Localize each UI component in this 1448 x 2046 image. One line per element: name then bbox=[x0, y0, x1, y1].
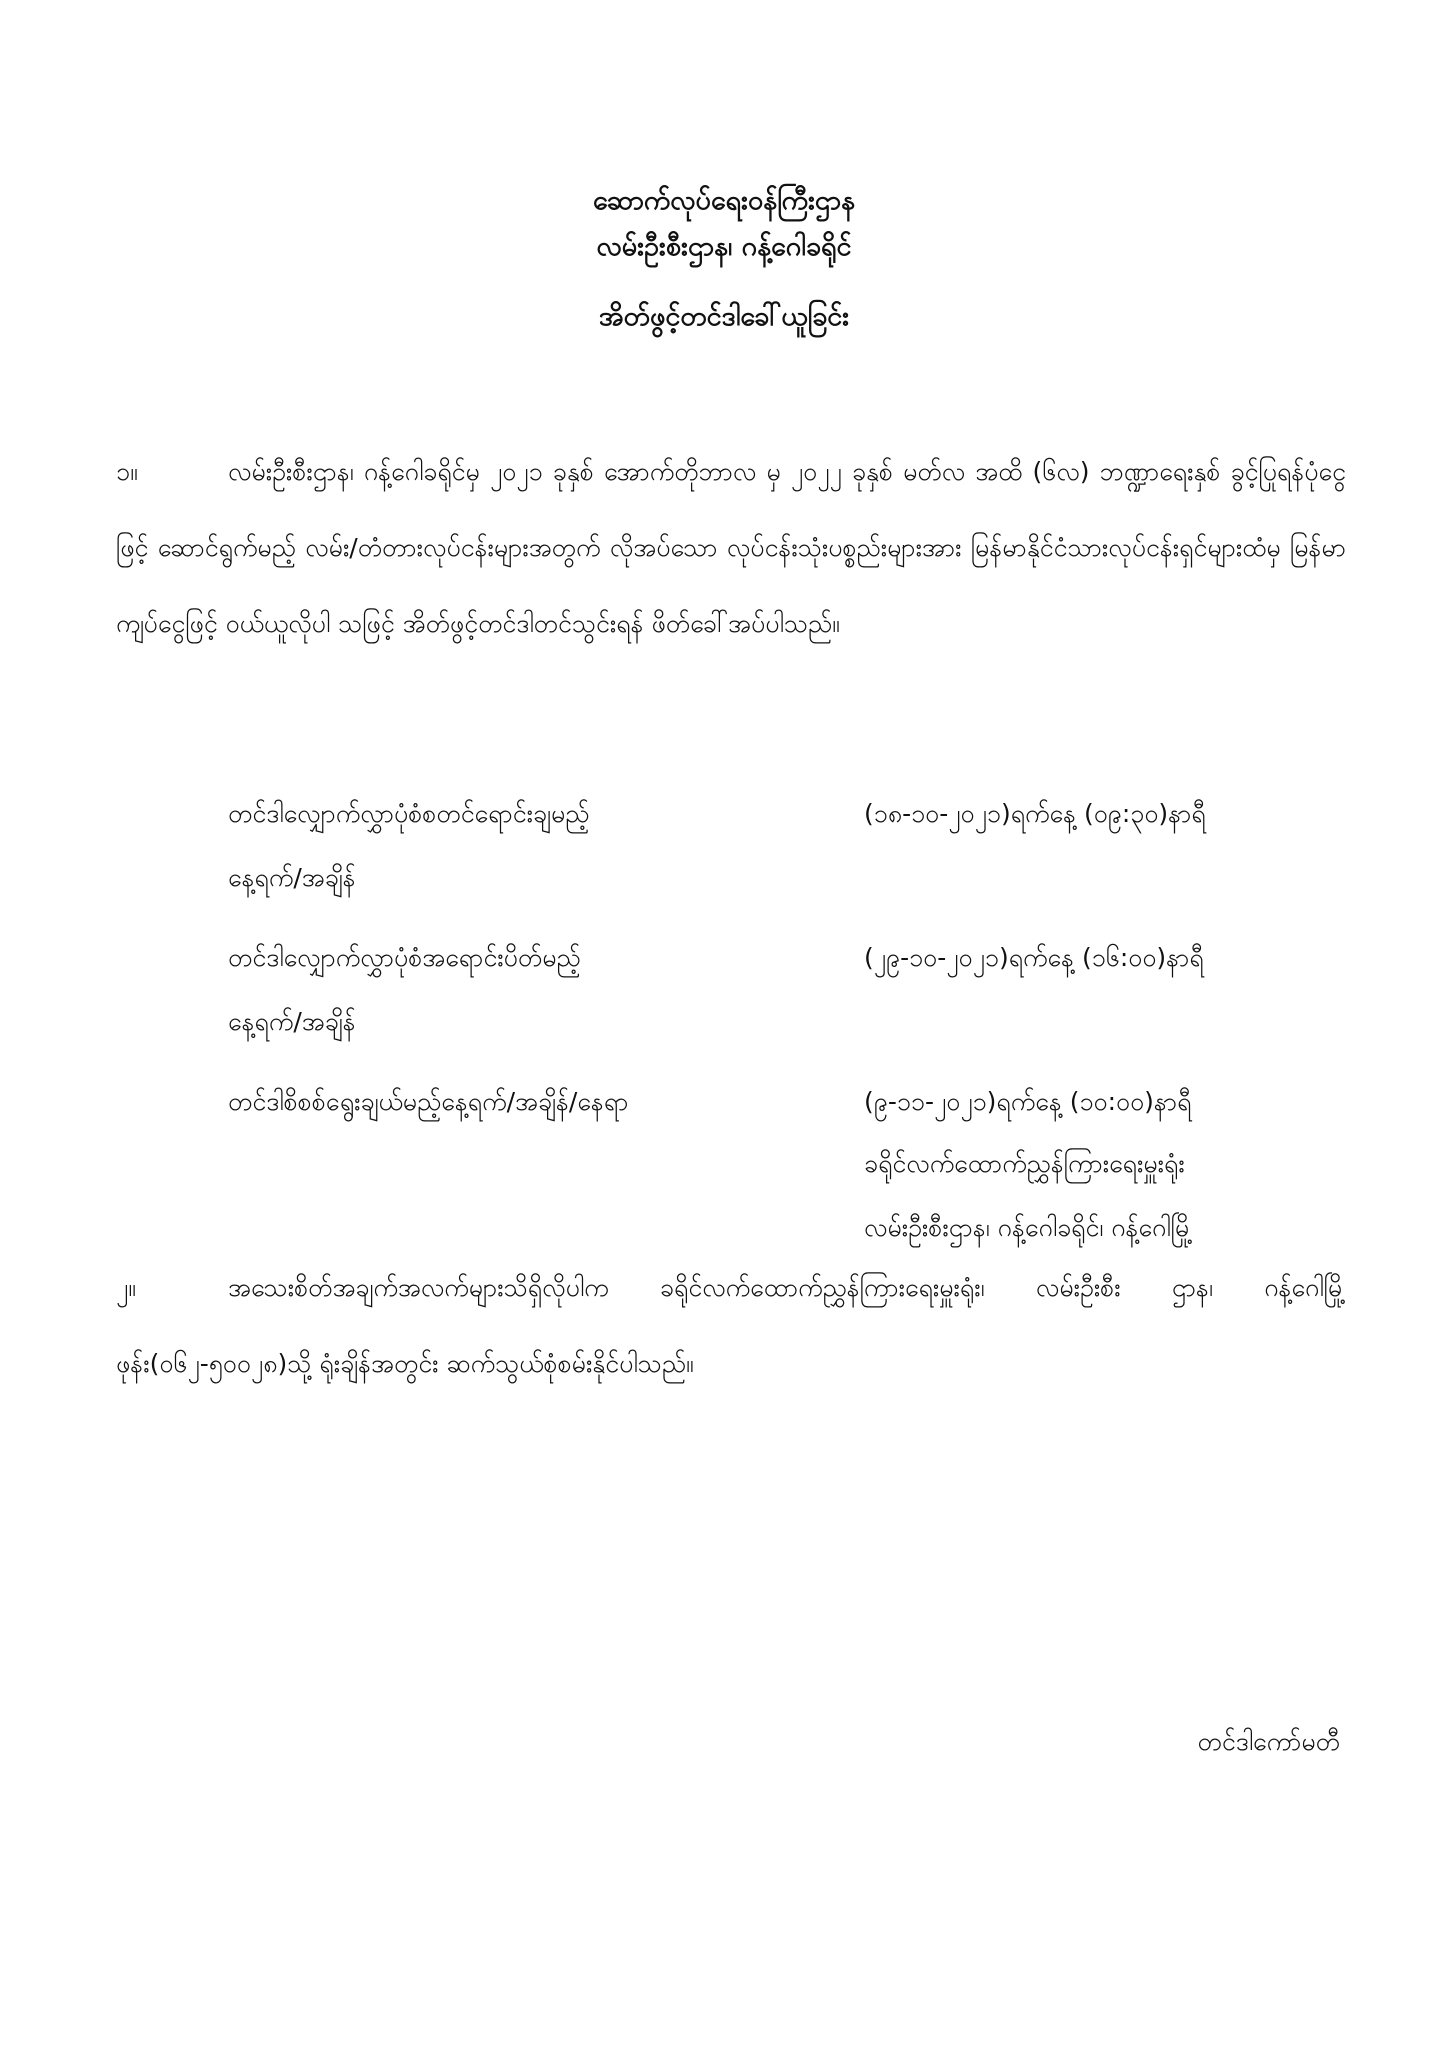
schedule-value: (၉-၁၁-၂၀၂၁)ရက်နေ့ (၁၀:၀၀)နာရီ bbox=[864, 1087, 1192, 1116]
schedule-value: (၁၈-၁၀-၂၀၂၁)ရက်နေ့ (၀၉:၃၀)နာရီ bbox=[864, 799, 1206, 828]
schedule-label-cont: နေ့ရက်/အချိန် bbox=[228, 863, 356, 892]
paragraph-number: ၂။ bbox=[116, 1273, 136, 1302]
paragraph-text: လမ်းဦးစီးဌာန၊ ဂန့်ဂေါခရိုင်မှ ၂၀၂၁ ခုနှစ် အောက်တိုဘာလ မှ ၂၀၂၂ ခုနှစ် မတ်လ အထိ (၆လ) ဘဏ္ဍာရေးနှစ် ခွင့်ပြုရန်ပုံငွေဖြင့် ဆောင်ရွက်မည့် လမ်း/တံတားလုပ်ငန်းများအတွက် လိုအပ်သော လုပ်ငန်းသုံးပစ္စည်းများအား မြန်မာနိုင်ငံသားလုပ်ငန်းရှင်များထံမှ မြန်မာကျပ်ငွေဖြင့် ဝယ်ယူလိုပါ သဖြင့် အိတ်ဖွင့်တင်ဒါတင်သွင်းရန် ဖိတ်ခေါ်အပ်ပါသည်။ bbox=[116, 457, 1346, 638]
paragraph-1 bbox=[116, 434, 1346, 662]
schedule-label-cont: နေ့ရက်/အချိန် bbox=[228, 1007, 356, 1036]
paragraph-2 bbox=[116, 1250, 1346, 1402]
schedule-label: တင်ဒါလျှောက်လွှာပုံစံစတင်ရောင်းချမည့် bbox=[228, 799, 590, 828]
schedule-value-office: ခရိုင်လက်ထောက်ညွှန်ကြားရေးမှူးရုံး bbox=[864, 1149, 1185, 1178]
schedule-label: တင်ဒါစိစစ်ရွေးချယ်မည့်နေ့ရက်/အချိန်/နေရာ bbox=[228, 1087, 629, 1116]
notice-title: အိတ်ဖွင့်တင်ဒါခေါ်ယူခြင်း bbox=[598, 301, 850, 332]
schedule-value: (၂၉-၁၀-၂၀၂၁)ရက်နေ့ (၁၆:၀၀)နာရီ bbox=[864, 943, 1204, 972]
paragraph-number: ၁။ bbox=[116, 457, 138, 486]
ministry-heading: ဆောက်လုပ်ရေးဝန်ကြီးဌာန bbox=[593, 185, 855, 216]
schedule-value-address: လမ်းဦးစီးဌာန၊ ဂန့်ဂေါခရိုင်၊ ဂန့်ဂေါမြို့ bbox=[864, 1213, 1194, 1242]
signature-committee: တင်ဒါကော်မတီ bbox=[1197, 1727, 1340, 1756]
schedule-label: တင်ဒါလျှောက်လွှာပုံစံအရောင်းပိတ်မည့် bbox=[228, 943, 581, 972]
paragraph-text: အသေးစိတ်အချက်အလက်များသိရှိလိုပါက ခရိုင်လက်ထောက်ညွှန်ကြားရေးမှူးရုံး၊ လမ်းဦးစီး ဌာန၊ ဂန့်ဂေါမြို့ ဖုန်း(၀၆၂-၅၀၀၂၈)သို့ ရုံးချိန်အတွင်း ဆက်သွယ်စုံစမ်းနိုင်ပါသည်။ bbox=[116, 1273, 1346, 1378]
department-heading: လမ်းဦးစီးဌာန၊ ဂန့်ဂေါခရိုင် bbox=[596, 231, 852, 262]
